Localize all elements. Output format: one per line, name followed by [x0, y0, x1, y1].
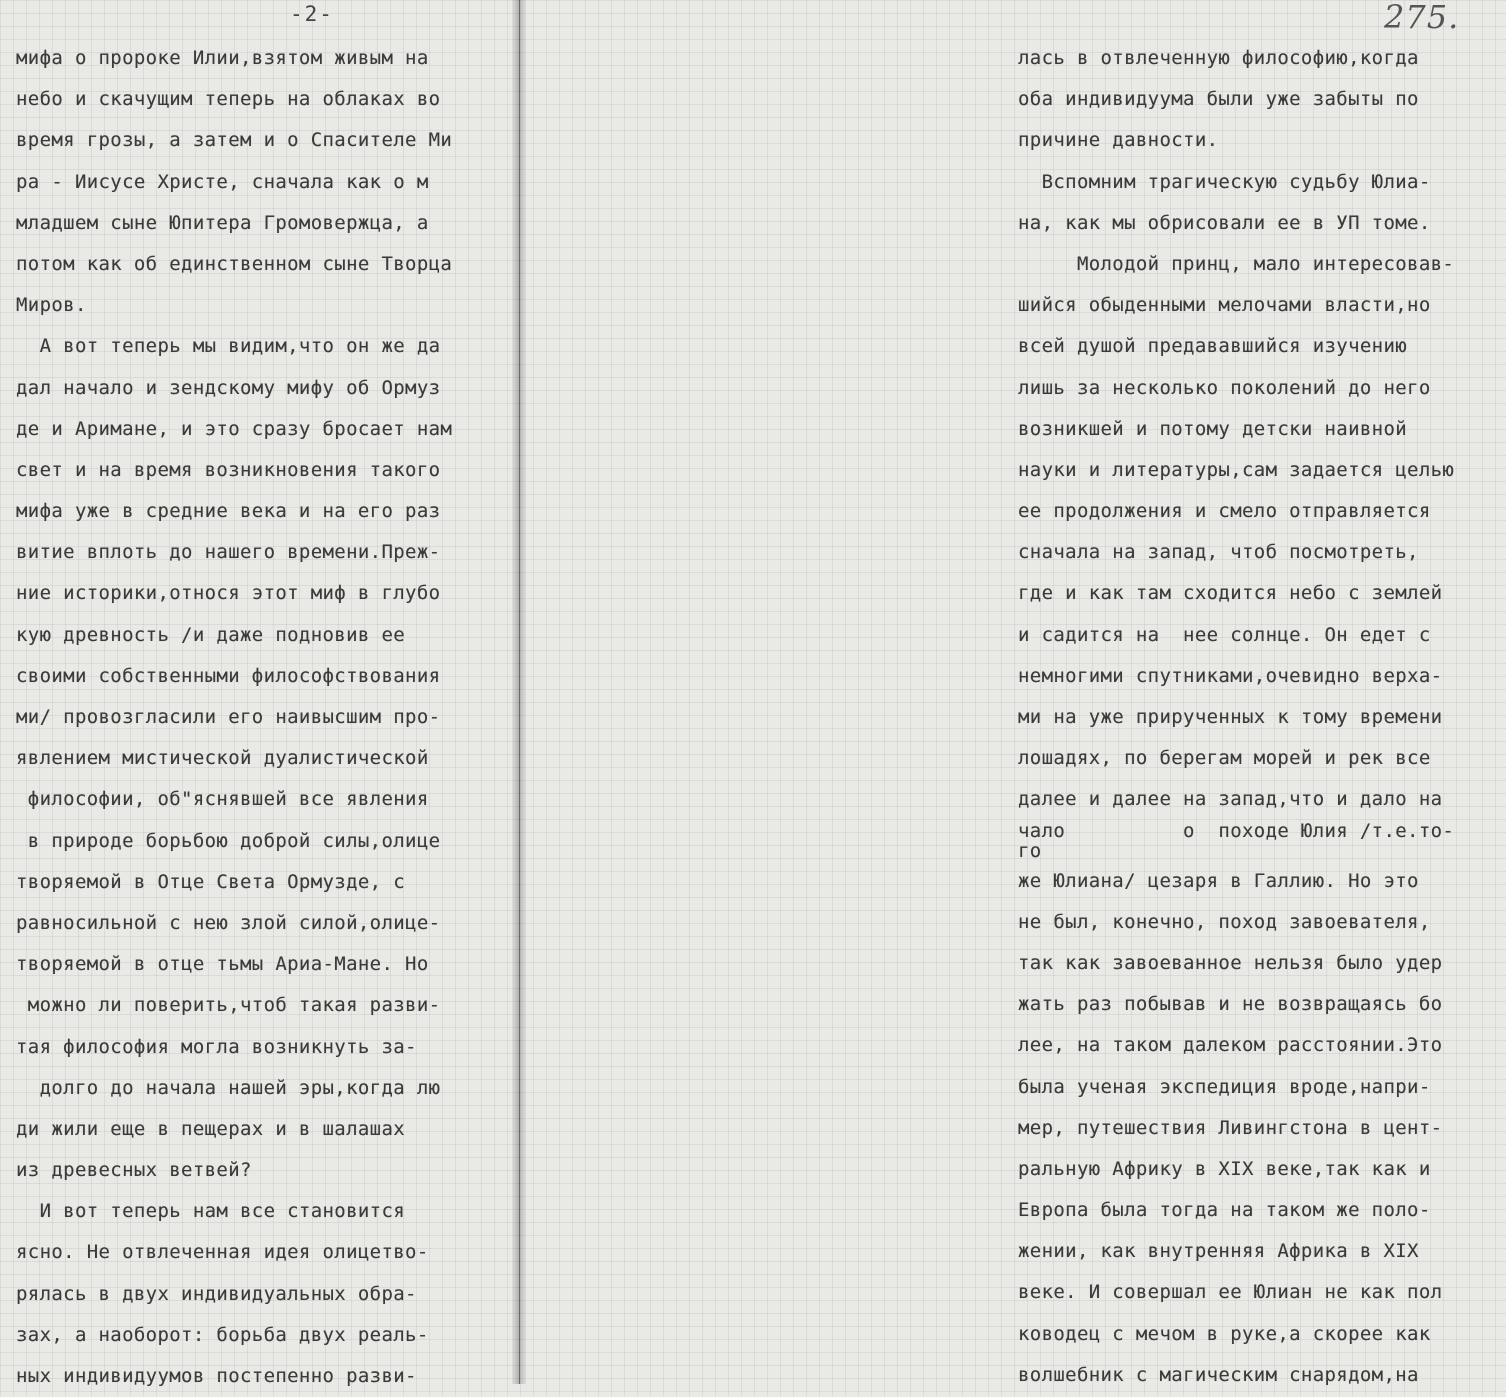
text-line: ми на уже прирученных к тому времени [1018, 706, 1443, 728]
text-line: ди жили еще в пещерах и в шалашах [16, 1117, 406, 1140]
text-line: Миров. [16, 294, 87, 317]
handwritten-folio-number: 275. [1384, 0, 1460, 36]
text-line: чало о походе Юлия /т.е.то- [1018, 820, 1455, 841]
text-line: А вот теперь мы видим,что он же да [16, 335, 441, 358]
text-line: и садится на нее солнце. Он едет с [1018, 623, 1431, 646]
text-line: дал начало и зендскому мифу об Ормуз [16, 376, 441, 399]
text-line: де и Аримане, и это сразу бросает нам [16, 417, 453, 440]
text-line: равносильной с нею злой силой,олице- [16, 911, 441, 934]
text-line: ральную Африку в XIX веке,так как и [1018, 1157, 1431, 1180]
text-line: не был, конечно, поход завоевателя, [1018, 910, 1431, 933]
text-line: потом как об единственном сыне Творца [16, 252, 453, 275]
text-line: Молодой принц, мало интересовав- [1018, 252, 1455, 275]
page-fold-line [519, 0, 520, 1384]
text-line: рялась в двух индивидуальных обра- [16, 1282, 417, 1305]
text-line: го [1018, 840, 1042, 861]
text-line: на, как мы обрисовали ее в УП томе. [1018, 211, 1431, 234]
text-line: Европа была тогда на таком же поло- [1018, 1199, 1431, 1222]
text-line: оба индивидуума были уже забыты по [1018, 88, 1419, 111]
text-line: мер, путешествия Ливингстона в цент- [1018, 1116, 1443, 1139]
text-line: можно ли поверить,чтоб такая разви- [16, 994, 441, 1017]
text-line: кую древность /и даже подновив ее [16, 623, 406, 646]
text-line: тая философия могла возникнуть за- [16, 1035, 417, 1058]
text-line: витие вплоть до нашего времени.Преж- [16, 541, 441, 564]
text-line: в природе борьбою доброй силы,олице [16, 829, 441, 852]
text-line: немногими спутниками,очевидно верха- [1018, 664, 1443, 687]
text-line: ее продолжения и смело отправляется [1018, 500, 1431, 523]
text-line: жать раз побывав и не возвращаясь бо [1018, 993, 1443, 1016]
text-line: всей душой предававшийся изучению [1018, 335, 1408, 358]
text-line: далее и далее на запад,что и дало на [1018, 788, 1443, 811]
text-line: лишь за несколько поколений до него [1018, 376, 1431, 399]
text-line: возникшей и потому детски наивной [1018, 417, 1408, 440]
text-line: шийся обыденными мелочами власти,но [1018, 294, 1431, 317]
text-line: Вспомним трагическую судьбу Юлиа- [1018, 170, 1431, 193]
text-line: волшебник с магическим снарядом,на [1018, 1363, 1419, 1386]
text-line: где и как там сходится небо с землей [1018, 582, 1443, 605]
text-line: науки и литературы,сам задается целью [1018, 458, 1455, 481]
text-line: зах, а наоборот: борьба двух реаль- [16, 1323, 429, 1346]
text-line: ясно. Не отвлеченная идея олицетво- [16, 1241, 429, 1264]
text-line: лошадях, по берегам морей и рек все [1018, 747, 1431, 770]
text-line: время грозы, а затем и о Спасителе Ми [16, 129, 453, 152]
text-line: сначала на запад, чтоб посмотреть, [1018, 541, 1419, 564]
text-line: же Юлиана/ цезаря в Галлию. Но это [1018, 869, 1419, 892]
text-line: причине давности. [1018, 129, 1219, 152]
text-line: философии, об"яснявшей все явления [16, 788, 429, 811]
text-line: творяемой в отце тьмы Ариа-Мане. Но [16, 953, 429, 976]
text-line: ми/ провозгласили его наивысшим про- [16, 706, 441, 728]
text-line: веке. И совершал ее Юлиан не как пол [1018, 1281, 1443, 1304]
text-line: ра - Иисусе Христе, сначала как о м [16, 170, 429, 193]
text-line: лась в отвлеченную философию,когда [1018, 47, 1419, 69]
text-line: из древесных ветвей? [16, 1159, 252, 1182]
page-number: -2- [290, 2, 334, 26]
text-line: жении, как внутренняя Африка в XIX [1018, 1240, 1419, 1263]
left-text-column [16, 38, 516, 1397]
text-line: мифа уже в средние века и на его раз [16, 500, 441, 523]
text-line: свет и на время возникновения такого [16, 458, 441, 481]
text-line: была ученая экспедиция вроде,напри- [1018, 1075, 1431, 1098]
text-line: ководец с мечом в руке,а скорее как [1018, 1322, 1431, 1345]
text-line: ние историки,относя этот миф в глубо [16, 582, 441, 605]
text-line: долго до начала нашей эры,когда лю [16, 1076, 441, 1099]
text-line: творяемой в Отце Света Ормузде, с [16, 870, 406, 893]
text-line: небо и скачущим теперь на облаках во [16, 88, 441, 111]
text-line: так как завоеванное нельзя было удер [1018, 951, 1443, 974]
text-line: младшем сыне Юпитера Громовержца, а [16, 211, 429, 234]
text-line: ных индивидуумов постепенно разви- [16, 1365, 417, 1387]
right-text-column [1018, 38, 1506, 1396]
text-line: И вот теперь нам все становится [16, 1200, 406, 1223]
text-line: своими собственными философствования [16, 664, 441, 687]
text-line: лее, на таком далеком расстоянии.Это [1018, 1034, 1443, 1057]
text-line: мифа о пророке Илии,взятом живым на [16, 47, 429, 69]
text-line: явлением мистической дуалистической [16, 747, 429, 770]
